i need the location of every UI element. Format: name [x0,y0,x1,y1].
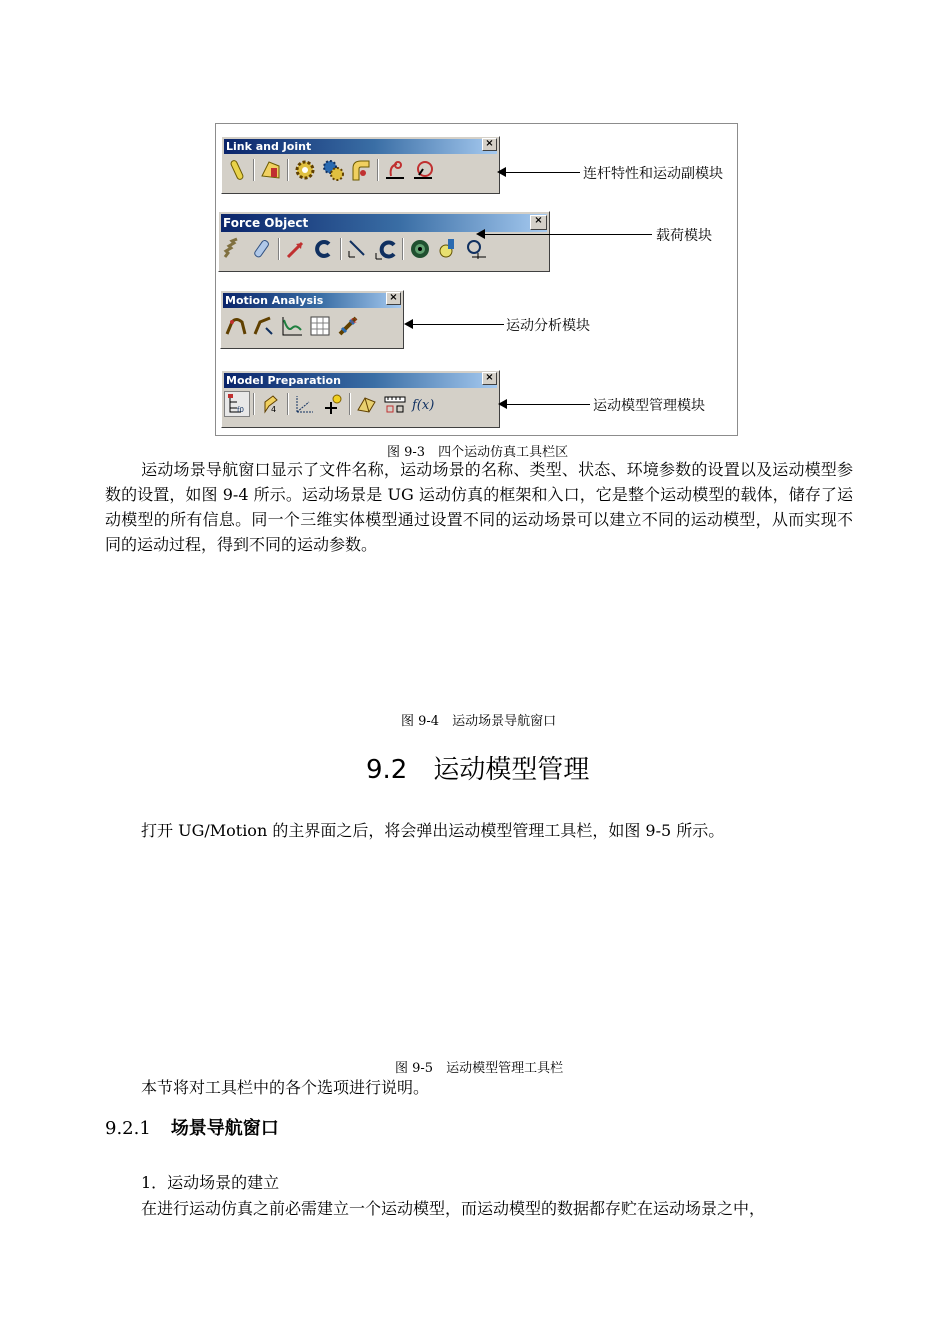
close-icon[interactable]: × [482,372,497,385]
section-heading-9-2: 9.2 运动模型管理 [366,755,590,785]
callout-force-object: 载荷模块 [656,228,712,244]
toolbar-title: Model Preparation [224,373,497,388]
function-icon[interactable] [411,392,435,416]
figure-caption-9-5: 图 9-5 运动模型管理工具栏 [395,1061,564,1076]
callout-motion-analysis: 运动分析模块 [506,318,590,334]
paragraph-model-data: 在进行运动仿真之前必需建立一个运动模型，而运动模型的数据都存贮在运动场景之中， [141,1199,766,1218]
subsection-title: 场景导航窗口 [170,1118,279,1139]
callout-line [505,172,580,173]
callout-link-joint: 连杆特性和运动副模块 [583,166,723,182]
toolbar-force-object [218,211,550,272]
arrow-head-icon [476,229,485,239]
callout-line [482,234,652,235]
contact-icon[interactable] [436,237,460,261]
spreadsheet-icon[interactable] [308,314,332,338]
measure-icon[interactable] [383,392,407,416]
figure-caption-9-4: 图 9-4 运动场景导航窗口 [401,714,557,729]
gears-icon[interactable] [321,158,345,182]
revolute-joint-icon[interactable] [349,158,373,182]
interference-icon[interactable] [336,314,360,338]
packaging-icon[interactable] [355,392,379,416]
toolbar-title: Motion Analysis [223,293,401,308]
graph-icon[interactable] [280,314,304,338]
paragraph-section-intro: 本节将对工具栏中的各个选项进行说明。 [141,1078,430,1097]
damper-icon[interactable] [250,237,274,261]
subsection-number: 9.2.1 [105,1118,151,1139]
close-icon[interactable]: × [530,215,547,230]
paragraph-text: 运动场景导航窗口显示了文件名称，运动场景的名称、类型、状态、环境参数的设置以及运动模型参数的设置，如图 9-4 所示。运动场景是 UG 运动仿真的框架和入口，它是整个运动模型的载体，储存了运动模型的所有信息。同一个三维实体模型通过设置不同的运动场景可以建立不同的运动模型，从而实现不同的运动过程，得到不同的运动参数。 [105,460,853,554]
link-2-icon[interactable] [259,158,283,182]
link-icon[interactable] [225,158,249,182]
animation-icon[interactable] [224,314,248,338]
point-icon[interactable] [293,392,317,416]
toolbar-link-and-joint [221,136,500,194]
close-icon[interactable]: × [482,138,497,151]
svg-text:f2: f2 [351,318,357,325]
svg-text:f(x): f(x) [412,398,435,413]
svg-text:4: 4 [271,405,277,414]
toolbar-model-preparation [221,370,500,428]
toolbar-motion-analysis [220,290,404,349]
toolbar-title: Link and Joint [224,139,497,154]
callout-line [506,404,590,405]
gear-icon[interactable] [293,158,317,182]
marker-icon[interactable] [321,392,345,416]
joint-icon[interactable] [411,158,435,182]
slider-icon[interactable] [383,158,407,182]
curve-contact-icon[interactable] [464,237,488,261]
subsection-heading-9-2-1 [105,1114,279,1140]
figure-caption-9-3: 图 9-3 四个运动仿真工具栏区 [387,445,569,460]
paragraph-open-motion: 打开 UG/Motion 的主界面之后，将会弹出运动模型管理工具栏，如图 9-5 所示。 [141,821,725,840]
spring-icon[interactable] [222,237,246,261]
vector-torque-icon[interactable] [374,237,398,261]
list-item-scene-creation: 1．运动场景的建立 [141,1173,280,1192]
svg-text:f0: f0 [237,406,244,414]
callout-line [412,324,504,325]
callout-model-preparation: 运动模型管理模块 [593,398,705,414]
bushing-icon[interactable] [408,237,432,261]
scenario-navigator-icon[interactable] [225,392,249,416]
environment-icon[interactable] [259,392,283,416]
vector-force-icon[interactable] [346,237,370,261]
paragraph-scene-navigator [105,457,853,557]
torque-icon[interactable] [312,237,336,261]
toolbar-title: Force Object [221,214,547,232]
force-icon[interactable] [284,237,308,261]
articulation-icon[interactable] [252,314,276,338]
close-icon[interactable]: × [386,292,401,305]
